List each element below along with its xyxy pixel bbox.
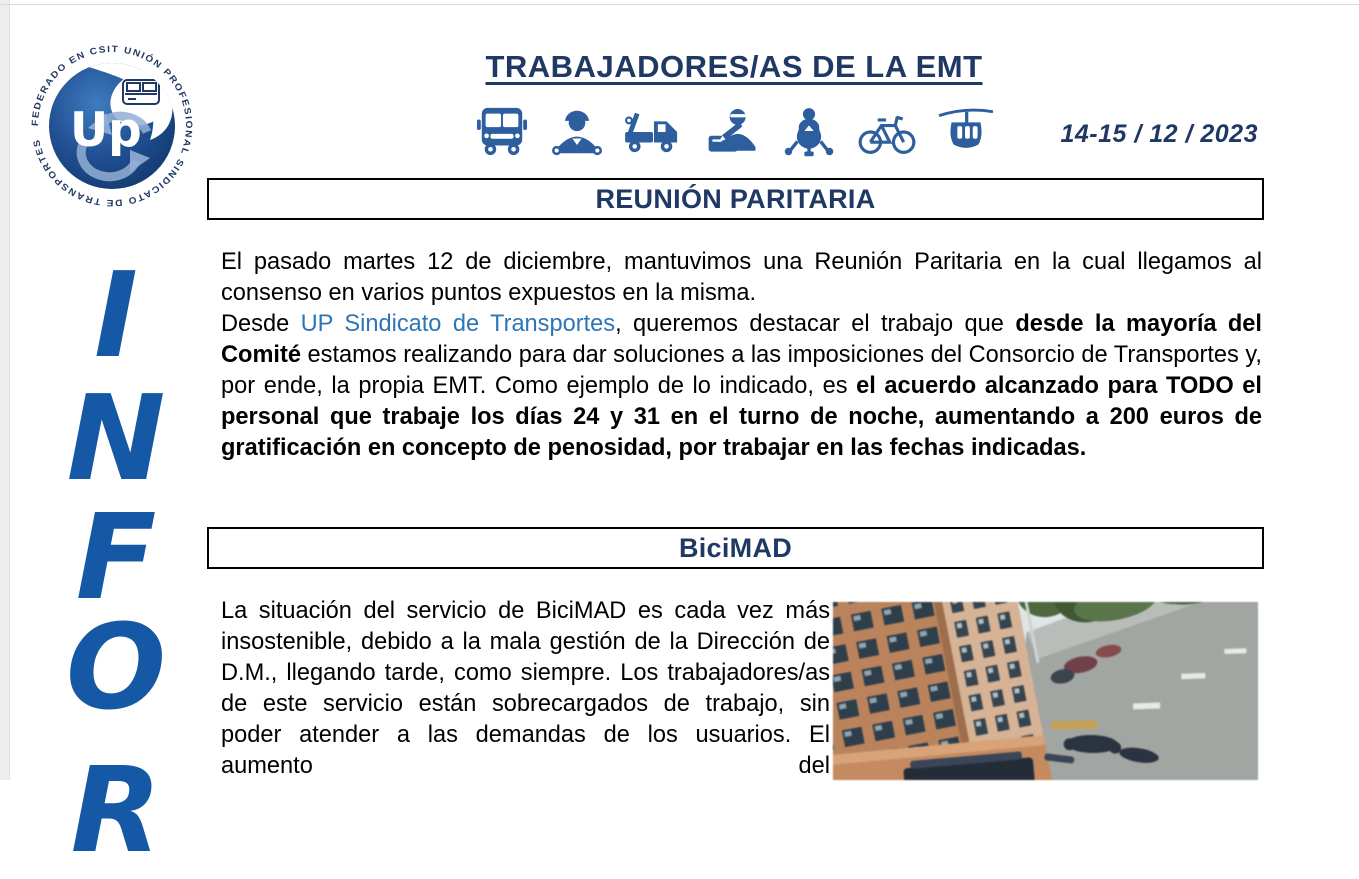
banner-letter: F bbox=[75, 488, 157, 626]
viewer-top-edge bbox=[0, 4, 1359, 5]
tow-truck-icon bbox=[623, 105, 685, 157]
paragraph bbox=[221, 247, 1262, 309]
text-segment: La situación del servicio de BiciMAD es cada vez más insostenible, debido a la mala gestión de la Dirección de D.M., llegando tarde, como siempre. Los trabajadores/as de este servicio están sobrecargados de trabajo, sin poder atender a las demandas de los usuarios. El aumento del bbox=[221, 598, 830, 779]
section-heading-bicimad bbox=[207, 527, 1264, 569]
section-heading-text: REUNIÓN PARITARIA bbox=[595, 183, 876, 214]
cable-car-icon bbox=[937, 105, 995, 157]
logo-ring-text: FEDERADO EN CSIT UNIÓN PROFESIONAL SINDICATO DE TRANSPORTES bbox=[29, 43, 195, 209]
text-segment: estamos realizando para dar soluciones a las imposiciones del Consorcio de Transportes y, por ende, la propia EMT. Como ejemplo de lo indicado, es bbox=[221, 342, 1262, 399]
bicycle-icon bbox=[855, 107, 919, 157]
text-segment: desde la mayoría del Comité bbox=[221, 311, 1262, 368]
paragraph bbox=[221, 596, 830, 782]
supervisor-icon bbox=[781, 105, 837, 157]
paragraph bbox=[221, 309, 1262, 464]
banner-letter: O bbox=[65, 598, 167, 736]
mechanic-icon bbox=[549, 107, 605, 157]
issue-date: 14-15 / 12 / 2023 bbox=[1060, 120, 1258, 148]
text-segment: el acuerdo alcanzado para TODO el personal que trabaje los días 24 y 31 en el turno de noche, aumentando a 200 euros de gratificación en concepto de penosidad, por trabajar en las fechas indicadas. bbox=[221, 373, 1262, 461]
up-logo-graphic bbox=[26, 40, 198, 212]
bicimad-street-photo bbox=[833, 602, 1258, 780]
inline-link[interactable]: UP Sindicato de Transportes bbox=[300, 311, 616, 337]
logo-monogram: Up bbox=[70, 103, 142, 158]
text-segment: , queremos destacar el trabajo que bbox=[615, 311, 1016, 337]
section-heading-text: BiciMAD bbox=[678, 532, 793, 563]
page-title: TRABAJADORES/AS DE LA EMT bbox=[485, 49, 983, 84]
text-segment: El pasado martes 12 de diciembre, mantuvimos una Reunión Paritaria en la cual llegamos al consenso en varios puntos expuestos en la misma. bbox=[221, 249, 1262, 306]
bicimad-body bbox=[221, 596, 830, 782]
office-worker-icon bbox=[703, 105, 763, 157]
banner-letter: I bbox=[94, 246, 138, 384]
reunion-paritaria-body bbox=[221, 247, 1262, 464]
section-heading-reunion-paritaria bbox=[207, 178, 1264, 220]
up-sindicato-logo bbox=[26, 40, 198, 212]
viewer-left-edge bbox=[0, 0, 10, 780]
text-segment: Desde bbox=[221, 311, 301, 337]
bus-icon bbox=[473, 105, 531, 157]
banner-letter: R bbox=[70, 741, 162, 879]
banner-letter: N bbox=[66, 369, 166, 507]
